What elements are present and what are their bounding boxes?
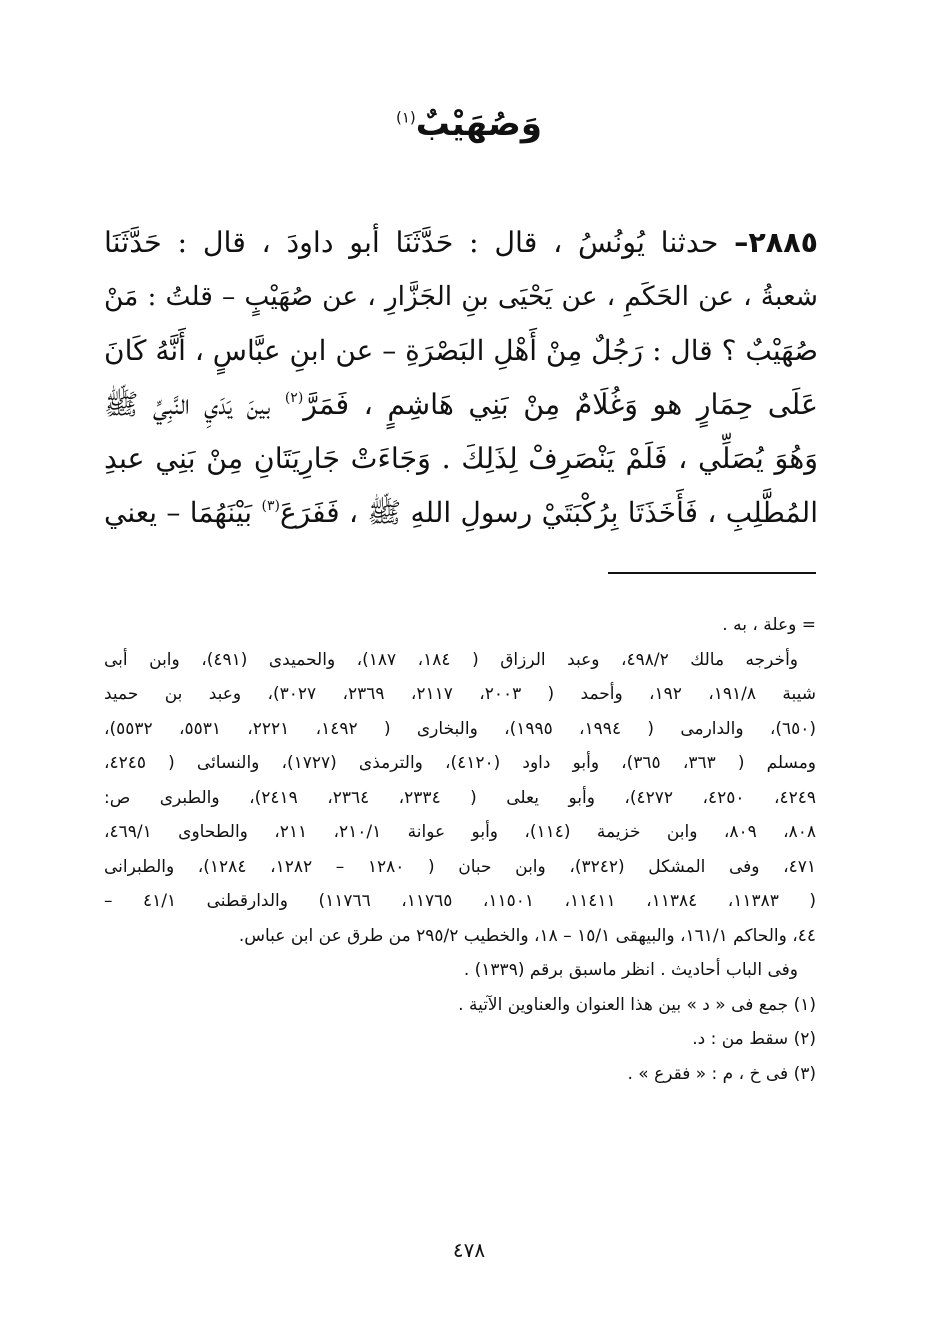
footnote-line: ( ١١٣٨٣، ١١٣٨٤، ١١٤١١، ١١٥٠١، ١١٧٦٥، ١١٧٦٦) والدارقطنى ٤١/١ –: [104, 891, 817, 911]
section-heading: [0, 104, 938, 144]
section-title: وَصُهَيْبٌ: [415, 104, 543, 144]
footnote-separator: [608, 572, 816, 574]
hadith-line-2: شعبةُ ، عن الحَكَمِ ، عن يَحْيَى بنِ الجَزَّارِ ، عن صُهَيْبٍ – قلتُ : مَنْ: [104, 281, 818, 312]
footnote-line: ٤٤، والحاكم ١٦١/١، والبيهقى ١٥/١ – ١٨، والخطيب ٢٩٥/٢ من طرق عن ابن عباس.: [238, 925, 816, 946]
hadith-line-5: وَهُوَ يُصَلِّي ، فَلَمْ يَنْصَرِفْ لِذَلِكَ . وَجَاءَتْ جَارِيَتَانِ مِنْ بَنِي عبدِ: [104, 442, 818, 475]
footnote-1: (١) جمع فى « د » بين هذا العنوان والعناوين الآتية .: [458, 994, 816, 1015]
footnote-3: (٣) فى خ ، م : « فقرع » .: [627, 1063, 816, 1084]
heading-footnote-mark: (١): [395, 108, 416, 127]
footnote-mark-2: (٢): [284, 390, 304, 406]
footnote-line: وفى الباب أحاديث . انظر ماسبق برقم (١٣٣٩) .: [463, 960, 798, 980]
footnote-line: ومسلم ( ٣٦٣، ٣٦٥)، وأبو داود (٤١٢٠)، والترمذى (١٧٢٧)، والنسائى ( ٤٢٤٥،: [104, 753, 817, 773]
footnote-mark-3: (٣): [261, 498, 280, 514]
footnotes: [104, 608, 816, 1091]
footnote-line: شيبة ١٩١/٨، ١٩٢، وأحمد ( ٢٠٠٣، ٢١١٧، ٢٣٦٩، ٣٠٢٧)، وعبد بن حميد: [104, 684, 817, 704]
hadith-line-6: [104, 486, 818, 540]
hadith-line-4b: بينَ يَدَيِ النَّبِيِّ ﷺ: [104, 388, 271, 421]
hadith-number: ٢٨٨٥–: [734, 226, 818, 259]
hadith-line-1-text: حدثنا يُونُسُ ، قال : حَدَّثَنَا أبو داودَ ، قال : حَدَّثَنَا: [104, 226, 719, 259]
hadith-line-4a: عَلَى حِمَارٍ هو وَغُلَامٌ مِنْ بَنِي هَاشِمٍ ، فَمَرَّ: [303, 388, 818, 421]
footnote-line: = وعلة ، به .: [722, 615, 816, 635]
footnote-2: (٢) سقط من : د.: [692, 1029, 816, 1049]
hadith-line-6a: المُطَّلِبِ ، فَأَخَذَتَا بِرُكْبَتَيْ رسولِ اللهِ ﷺ ، فَفَرَعَ: [279, 496, 818, 529]
footnote-line: ٨٠٨، ٨٠٩، وابن خزيمة (١١٤)، وأبو عوانة ٢١٠/١، ٢١١، والطحاوى ٤٦٩/١،: [104, 822, 817, 842]
page-number: ٤٧٨: [452, 1238, 486, 1262]
footnote-line: ٤٧١، وفى المشكل (٣٢٤٢)، وابن حبان ( ١٢٨٠ – ١٢٨٢، ١٢٨٤)، والطبرانى: [104, 856, 817, 877]
hadith-line-1: [104, 216, 818, 270]
footnote-line: (٦٥٠)، والدارمى ( ١٩٩٤، ١٩٩٥)، والبخارى ( ١٤٩٢، ٢٢٢١، ٥٥٣١، ٥٥٣٢)،: [104, 718, 817, 739]
hadith-line-4: [104, 378, 818, 432]
footnote-line: ٤٢٤٩، ٤٢٥٠، ٤٢٧٢)، وأبو يعلى ( ٢٣٣٤، ٢٣٦٤، ٢٤١٩)، والطبرى ص:: [104, 787, 816, 808]
footnote-line: وأخرجه مالك ٤٩٨/٢، وعبد الرزاق ( ١٨٤، ١٨٧)، والحميدى (٤٩١)، وابن أبى: [104, 649, 798, 670]
hadith-text: [104, 216, 818, 540]
hadith-line-6b: بَيْنَهُمَا – يعني: [104, 496, 253, 529]
hadith-line-3: صُهَيْبٌ ؟ قال : رَجُلٌ مِنْ أَهْلِ البَصْرَةِ – عن ابنِ عبَّاسٍ ، أَنَّهُ كَانَ: [104, 334, 818, 367]
